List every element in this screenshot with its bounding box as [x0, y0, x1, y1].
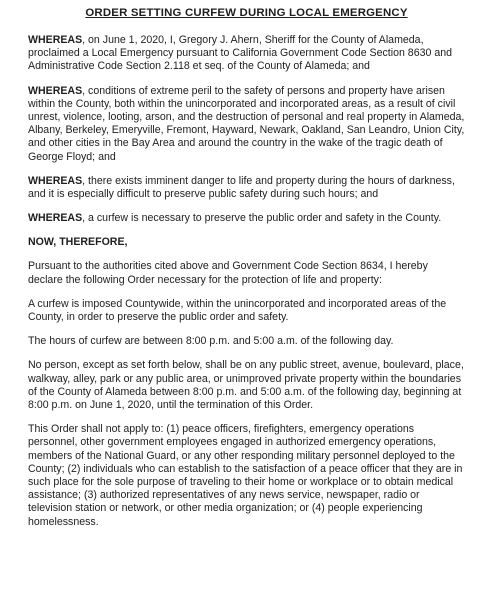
whereas-text: , on June 1, 2020, I, Gregory J. Ahern, Sheriff for the County of Alameda, proclaimed a Local Emergency pursuant to California Government Code Section 8630 and Administrative Code Section 2.118 et seq. of the County of Alameda; and: [28, 34, 452, 73]
curfew-imposed-paragraph: A curfew is imposed Countywide, within the unincorporated and incorporated areas of the County, in order to preserve the public order and safety.: [28, 297, 447, 324]
whereas-lead: WHEREAS: [28, 174, 83, 187]
whereas-lead: WHEREAS: [28, 212, 83, 225]
whereas-paragraph-3: [28, 175, 465, 201]
no-person-paragraph: No person, except as set forth below, shall be on any public street, avenue, boulevard, place, walkway, alley, park or any public area, or unimproved private property within the boundaries of the County of Alameda between 8:00 p.m. and 5:00 a.m. of the following day, beginning at 8:00 p.m. on June 1, 2020, until the termination of this Order.: [28, 359, 464, 412]
now-therefore-heading: NOW, THEREFORE,: [28, 236, 128, 249]
curfew-hours-paragraph: The hours of curfew are between 8:00 p.m. and 5:00 a.m. of the following day.: [28, 335, 394, 348]
whereas-text: , there exists imminent danger to life and property during the hours of darkness, and it is especially difficult to preserve public safety during such hours; and: [28, 174, 455, 201]
whereas-paragraph-2: [28, 85, 465, 164]
whereas-lead: WHEREAS: [28, 34, 83, 46]
whereas-lead: WHEREAS: [28, 84, 83, 97]
whereas-paragraph-4: [28, 212, 465, 225]
whereas-text: , a curfew is necessary to preserve the public order and safety in the County.: [82, 212, 442, 225]
pursuant-paragraph: Pursuant to the authorities cited above and Government Code Section 8634, I hereby declare the following Order necessary for the protection of life and property:: [28, 260, 428, 286]
whereas-paragraph-1: [28, 34, 465, 74]
exemptions-paragraph: This Order shall not apply to: (1) peace officers, firefighters, emergency operations personnel, other government employees engaged in authorized emergency operations, members of the National Guard, or any other responding military personnel deployed to the County; (2) individuals who can establish to the satisfaction of a peace officer that they are in such place for the sole purpose of traveling to their home or workplace or to obtain medical assistance; (3) authorized representatives of any news service, newspaper, radio or television station or network, or other media organization; or (4) people experiencing homelessness.: [28, 423, 463, 528]
whereas-text: , conditions of extreme peril to the safety of persons and property have arisen within the County, both within the unincorporated and incorporated areas, as a result of civil unrest, violence, looting, arson, and the destruction of personal and real property in Alameda, Albany, Berkeley, Emeryville, Fremont, Hayward, Newark, Oakland, San Leandro, Union City, and other cities in the Bay Area and around the country in the wake of the tragic death of George Floyd; and: [28, 84, 465, 163]
document-title: ORDER SETTING CURFEW DURING LOCAL EMERGENCY: [85, 7, 408, 19]
